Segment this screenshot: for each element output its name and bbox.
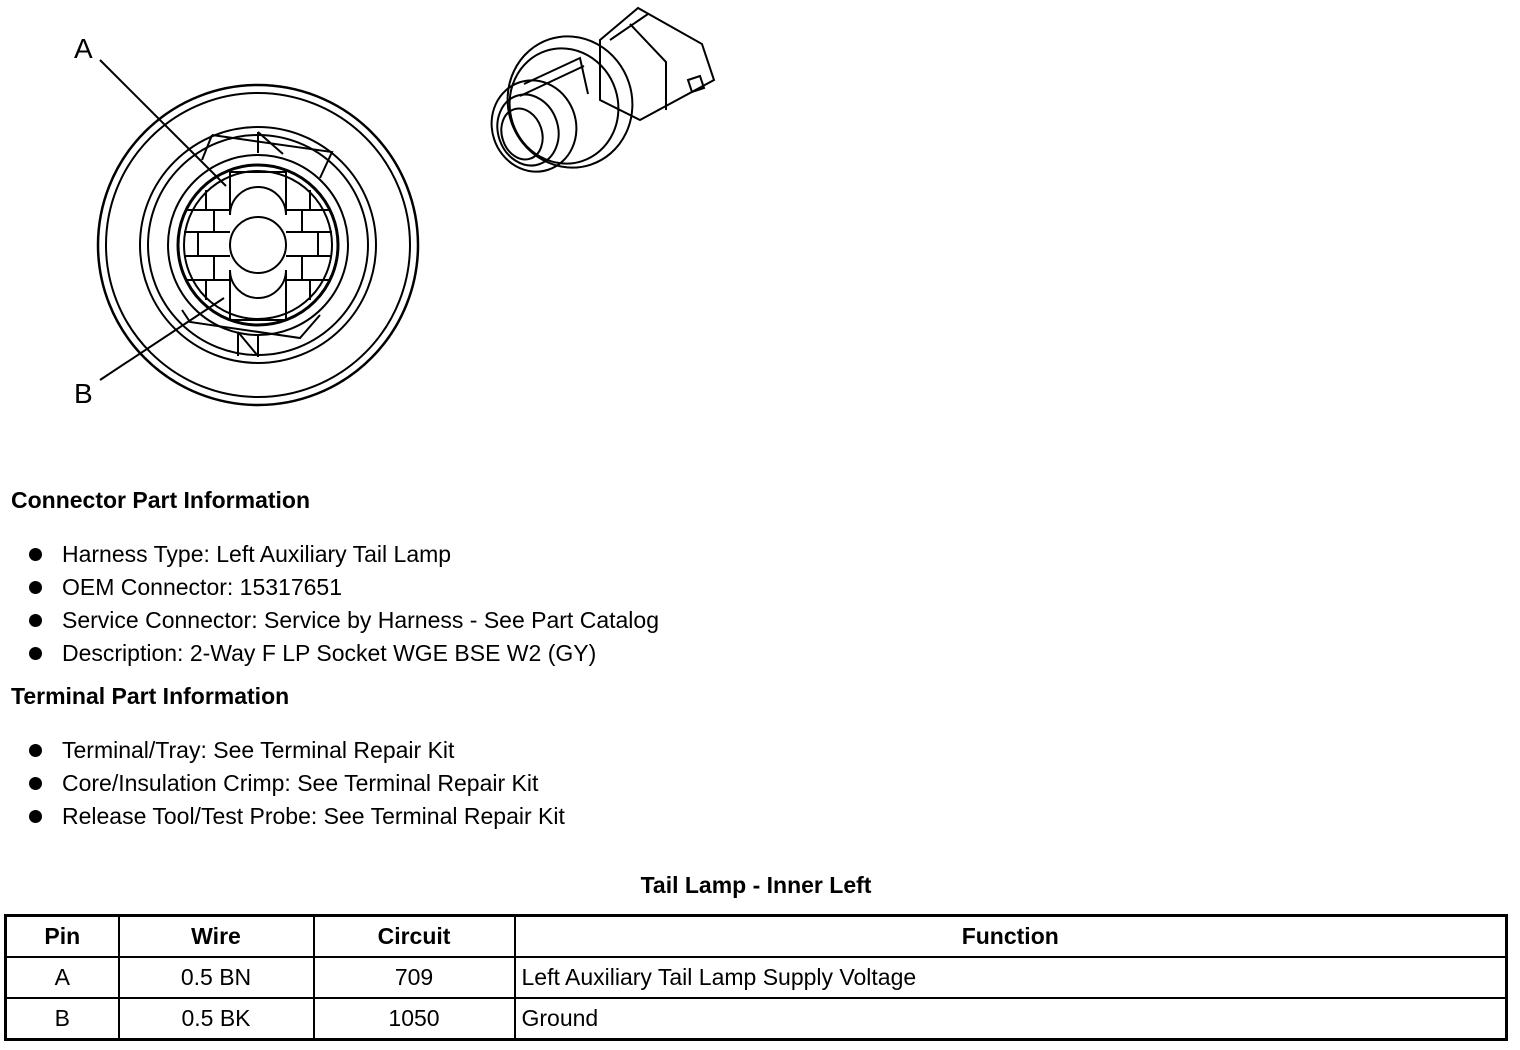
circuit-cell: 709 [314, 957, 515, 998]
socket-isometric-view [480, 8, 714, 184]
list-item: Harness Type: Left Auxiliary Tail Lamp [0, 539, 659, 572]
connector-part-info-list [0, 539, 659, 671]
connector-part-info-heading: Connector Part Information [11, 487, 311, 513]
bullet-icon [29, 744, 42, 757]
circuit-cell: 1050 [314, 998, 515, 1040]
function-cell: Left Auxiliary Tail Lamp Supply Voltage [515, 957, 1507, 998]
callout-b-leader [100, 298, 224, 380]
bullet-icon [29, 647, 42, 660]
callout-a-label: A [74, 33, 93, 64]
list-item: Description: 2-Way F LP Socket WGE BSE W2 (GY) [0, 638, 659, 671]
terminal-part-info-heading: Terminal Part Information [11, 683, 290, 709]
table-row [6, 998, 1507, 1040]
pin-cell: B [6, 998, 119, 1040]
wire-cell: 0.5 BN [119, 957, 314, 998]
wire-cell: 0.5 BK [119, 998, 314, 1040]
column-header-pin: Pin [6, 916, 119, 958]
list-item: OEM Connector: 15317651 [0, 572, 659, 605]
bullet-icon [29, 581, 42, 594]
bullet-icon [29, 810, 42, 823]
list-item: Service Connector: Service by Harness - See Part Catalog [0, 605, 659, 638]
bullet-icon [29, 614, 42, 627]
callout-b-label: B [74, 378, 93, 409]
table-title: Tail Lamp - Inner Left [640, 872, 872, 898]
connector-diagram [0, 0, 760, 440]
list-item: Core/Insulation Crimp: See Terminal Repair Kit [0, 768, 565, 801]
connector-face-view [98, 85, 418, 405]
table-header-row [6, 916, 1507, 958]
table-row [6, 957, 1507, 998]
column-header-wire: Wire [119, 916, 314, 958]
bullet-icon [29, 548, 42, 561]
bullet-icon [29, 777, 42, 790]
column-header-circuit: Circuit [314, 916, 515, 958]
pin-table [4, 914, 1508, 1041]
list-item: Release Tool/Test Probe: See Terminal Repair Kit [0, 801, 565, 834]
column-header-function: Function [515, 916, 1507, 958]
terminal-part-info-list [0, 735, 565, 834]
list-item: Terminal/Tray: See Terminal Repair Kit [0, 735, 565, 768]
pin-cell: A [6, 957, 119, 998]
function-cell: Ground [515, 998, 1507, 1040]
